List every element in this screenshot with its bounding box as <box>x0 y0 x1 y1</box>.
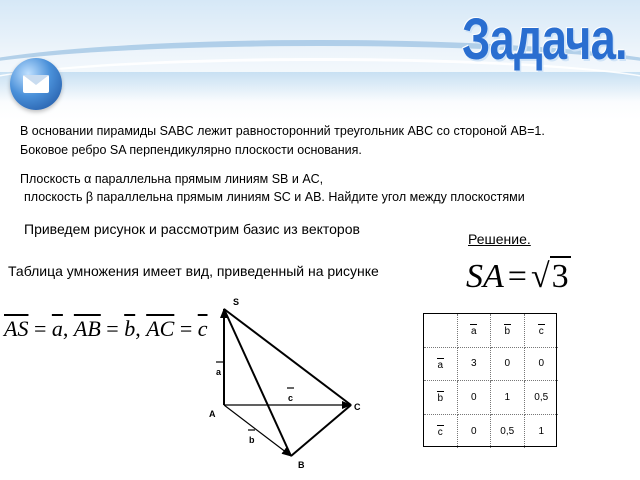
label-vec-b: b <box>249 435 255 445</box>
pyramid-diagram <box>205 293 375 478</box>
vec-as: $\overline{AS}$ <box>4 316 29 341</box>
sqrt-icon: √ <box>530 258 550 295</box>
col-header-b: b <box>491 314 525 348</box>
table-cell: 1 <box>538 425 545 437</box>
table-cell: 3 <box>458 348 492 382</box>
label-vec-c: c <box>288 393 294 403</box>
row-header-a: a <box>424 348 458 382</box>
row-header-b: b <box>424 381 458 415</box>
mail-globe-icon <box>10 58 62 110</box>
row-header-c: c <box>424 415 458 449</box>
formula-sa-eq: = <box>507 258 527 295</box>
problem-line-1: В основании пирамиды SABC лежит равносторонний треугольник ABC со стороной AB=1. <box>20 124 545 138</box>
table-cell: 1 <box>491 381 525 415</box>
edge-ab-arrow <box>224 405 291 456</box>
table-corner <box>424 314 458 348</box>
multiplication-table <box>423 313 557 447</box>
label-a: A <box>209 409 216 419</box>
envelope-icon <box>23 75 49 93</box>
slide-title: Задача. <box>462 7 627 72</box>
label-c: C <box>354 402 361 412</box>
edge-sb <box>224 309 294 456</box>
problem-line-2: Боковое ребро SA перпендикулярно плоскости основания. <box>20 143 362 157</box>
table-cell: 0,5 <box>491 415 525 449</box>
table-cell: 0 <box>458 381 492 415</box>
edge-bc <box>291 405 351 456</box>
vec-b: $\overline{b}$ <box>124 316 136 341</box>
label-b: B <box>298 460 305 470</box>
basis-text: Приведем рисунок и рассмотрим базис из векторов <box>24 221 360 237</box>
formula-vectors: $\overline{AS} = \overline{a}$, $\overline{AB} = \overline{b}$, $\overline{AC} = \overline{c}$ <box>4 316 208 341</box>
slide-header <box>0 0 640 120</box>
problem-line-3: Плоскость α параллельна прямым линиям SB и AC, <box>20 172 324 186</box>
formula-sa <box>466 258 571 296</box>
vec-c: $\overline{c}$ <box>197 316 208 341</box>
edge-sc <box>224 309 351 405</box>
vec-ac: $\overline{AC}$ <box>146 316 175 341</box>
solution-label: Решение. <box>468 231 531 247</box>
vec-ab: $\overline{AB}$ <box>73 316 101 341</box>
vec-a: $\overline{a}$ <box>51 316 63 341</box>
problem-line-4: плоскость β параллельна прямым линиям SC и AB. Найдите угол между плоскостями <box>24 190 525 204</box>
label-vec-a: a <box>216 367 222 377</box>
formula-sa-radicand: 3 <box>551 258 569 295</box>
formula-sa-lhs: SA <box>466 258 504 295</box>
table-cell: 0 <box>525 348 559 382</box>
col-header-c: c <box>525 314 559 348</box>
table-text: Таблица умножения имеет вид, приведенный на рисунке <box>8 263 379 279</box>
table-cell: 0,5 <box>525 381 559 415</box>
label-s: S <box>233 297 240 307</box>
table-cell: 0 <box>491 348 525 382</box>
col-header-a: a <box>458 314 492 348</box>
table-cell: 0 <box>458 415 492 449</box>
